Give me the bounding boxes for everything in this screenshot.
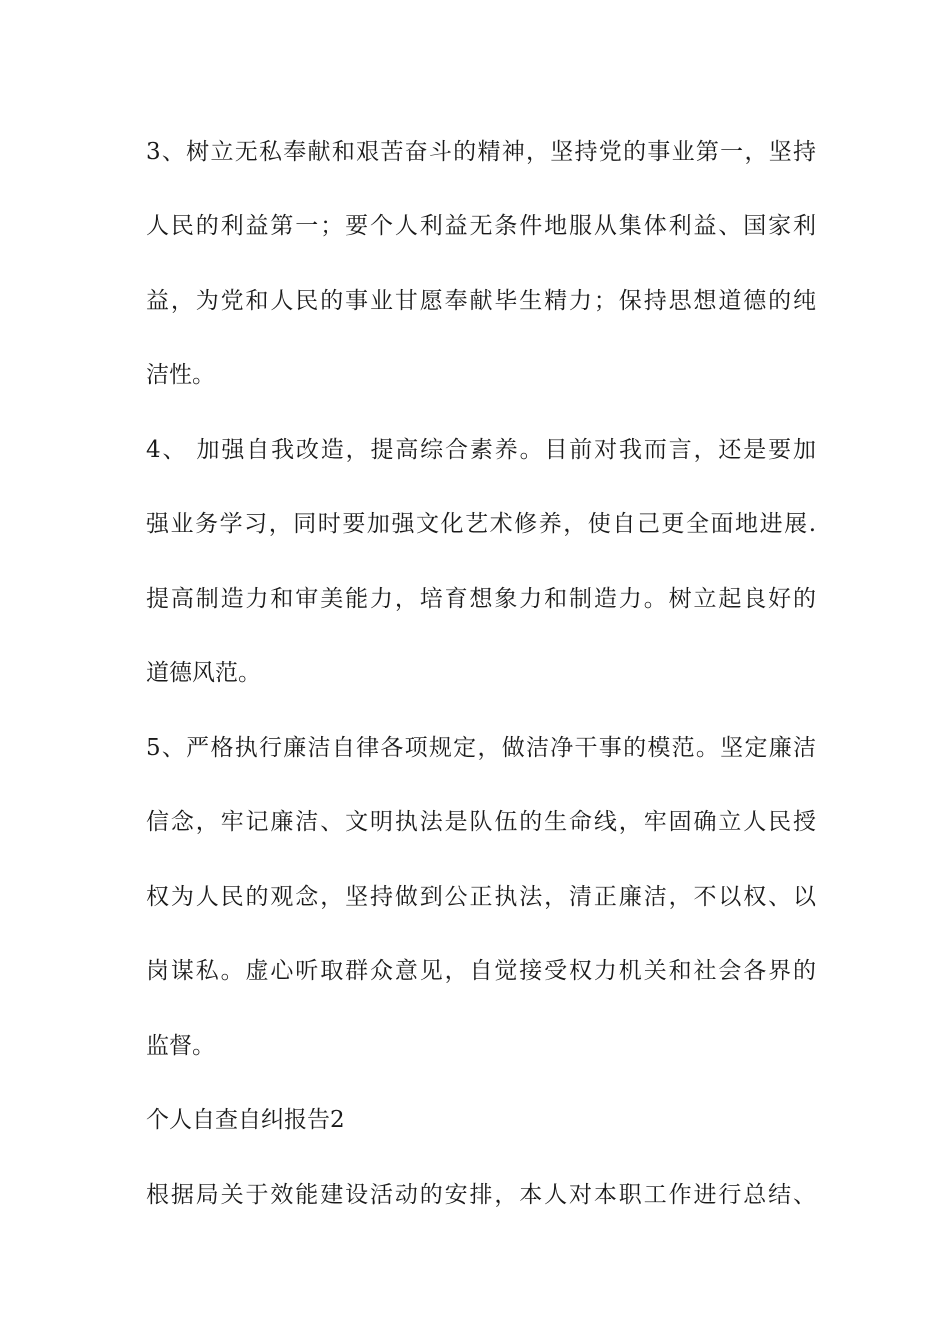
paragraph-4-line-1: 4、 加强自我改造，提高综合素养。目前对我而言，还是要加 xyxy=(146,437,816,463)
paragraph-5-line-5: 监督。 xyxy=(146,1033,215,1059)
section-heading: 个人自查自纠报告2 xyxy=(146,1107,345,1133)
paragraph-5-line-3: 权为人民的观念，坚持做到公正执法，清正廉洁，不以权、以 xyxy=(146,884,816,910)
paragraph-4-line-3: 提高制造力和审美能力，培育想象力和制造力。树立起良好的 xyxy=(146,586,816,612)
paragraph-6-line-1: 根据局关于效能建设活动的安排，本人对本职工作进行总结、 xyxy=(146,1182,816,1208)
paragraph-5-line-1: 5、严格执行廉洁自律各项规定，做洁净干事的模范。坚定廉洁 xyxy=(146,735,816,761)
paragraph-3-line-3: 益，为党和人民的事业甘愿奉献毕生精力；保持思想道德的纯 xyxy=(146,288,816,314)
paragraph-4-line-4: 道德风范。 xyxy=(146,660,261,686)
paragraph-5-line-4: 岗谋私。虚心听取群众意见，自觉接受权力机关和社会各界的 xyxy=(146,958,816,984)
paragraph-4-line-2: 强业务学习，同时要加强文化艺术修养，使自己更全面地进展. xyxy=(146,511,816,537)
paragraph-3-line-4: 洁性。 xyxy=(146,362,215,388)
paragraph-3-line-1: 3、树立无私奉献和艰苦奋斗的精神，坚持党的事业第一，坚持 xyxy=(146,139,816,165)
paragraph-5-line-2: 信念，牢记廉洁、文明执法是队伍的生命线，牢固确立人民授 xyxy=(146,809,816,835)
paragraph-3-line-2: 人民的利益第一；要个人利益无条件地服从集体利益、国家利 xyxy=(146,213,816,239)
